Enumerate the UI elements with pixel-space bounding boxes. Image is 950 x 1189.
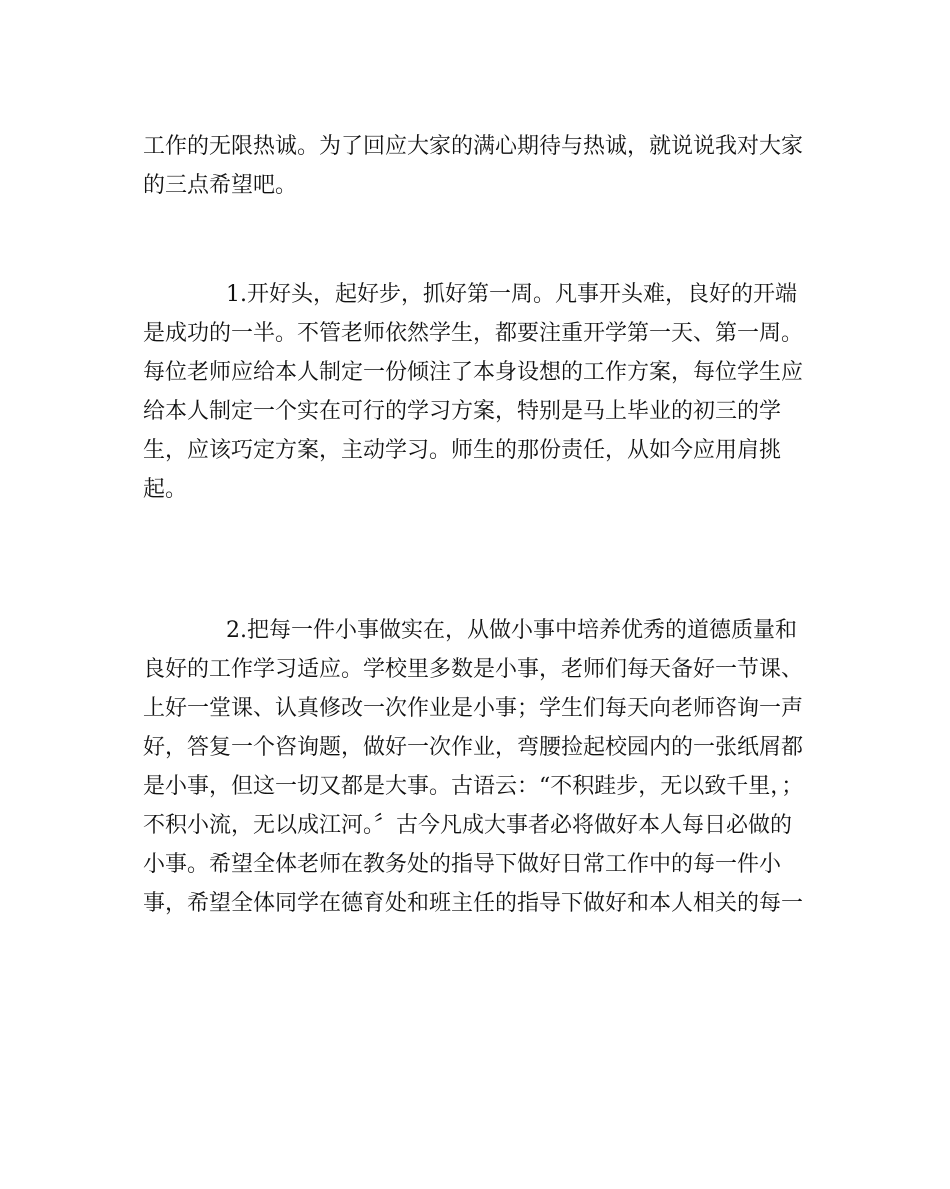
text-line: 是成功的一半。不管老师依然学生，都要注重开学第一天、第一周。 <box>143 321 804 346</box>
text-line: 工作的无限热诚。为了回应大家的满心期待与热诚，就说说我对大家 <box>143 134 804 159</box>
text-line: 不积小流，无以成江河。〞古今凡成大事者必将做好本人每日必做的 <box>143 813 793 838</box>
text-line: 每位老师应给本人制定一份倾注了本身设想的工作方案，每位学生应 <box>143 360 804 385</box>
text-line: 好，答复一个咨询题，做好一次作业，弯腰捡起校园内的一张纸屑都 <box>143 735 804 760</box>
text-line: 良好的工作学习适应。学校里多数是小事，老师们每天备好一节课、 <box>143 657 804 682</box>
text-line: 给本人制定一个实在可行的学习方案，特别是马上毕业的初三的学 <box>143 399 782 424</box>
text-line: 小事。希望全体老师在教务处的指导下做好日常工作中的每一件小 <box>143 852 782 877</box>
point-2-paragraph <box>143 611 823 923</box>
text-line: 的三点希望吧。 <box>143 173 298 198</box>
text-line: 上好一堂课、认真修改一次作业是小事；学生们每天向老师咨询一声 <box>143 696 804 721</box>
text-line: 1.开好头，起好步，抓好第一周。凡事开头难，良好的开端 <box>226 282 797 307</box>
text-line: 生，应该巧定方案，主动学习。师生的那份责任，从如今应用肩挑 <box>143 438 782 463</box>
intro-paragraph <box>143 127 823 205</box>
text-line: 事，希望全体同学在德育处和班主任的指导下做好和本人相关的每一 <box>143 891 804 916</box>
text-line: 是小事，但这一切又都是大事。古语云：“不积跬步，无以致千里，； <box>143 774 804 799</box>
text-line: 起。 <box>143 477 188 502</box>
point-1-paragraph <box>143 275 823 509</box>
text-line: 2.把每一件小事做实在，从做小事中培养优秀的道德质量和 <box>226 618 797 643</box>
